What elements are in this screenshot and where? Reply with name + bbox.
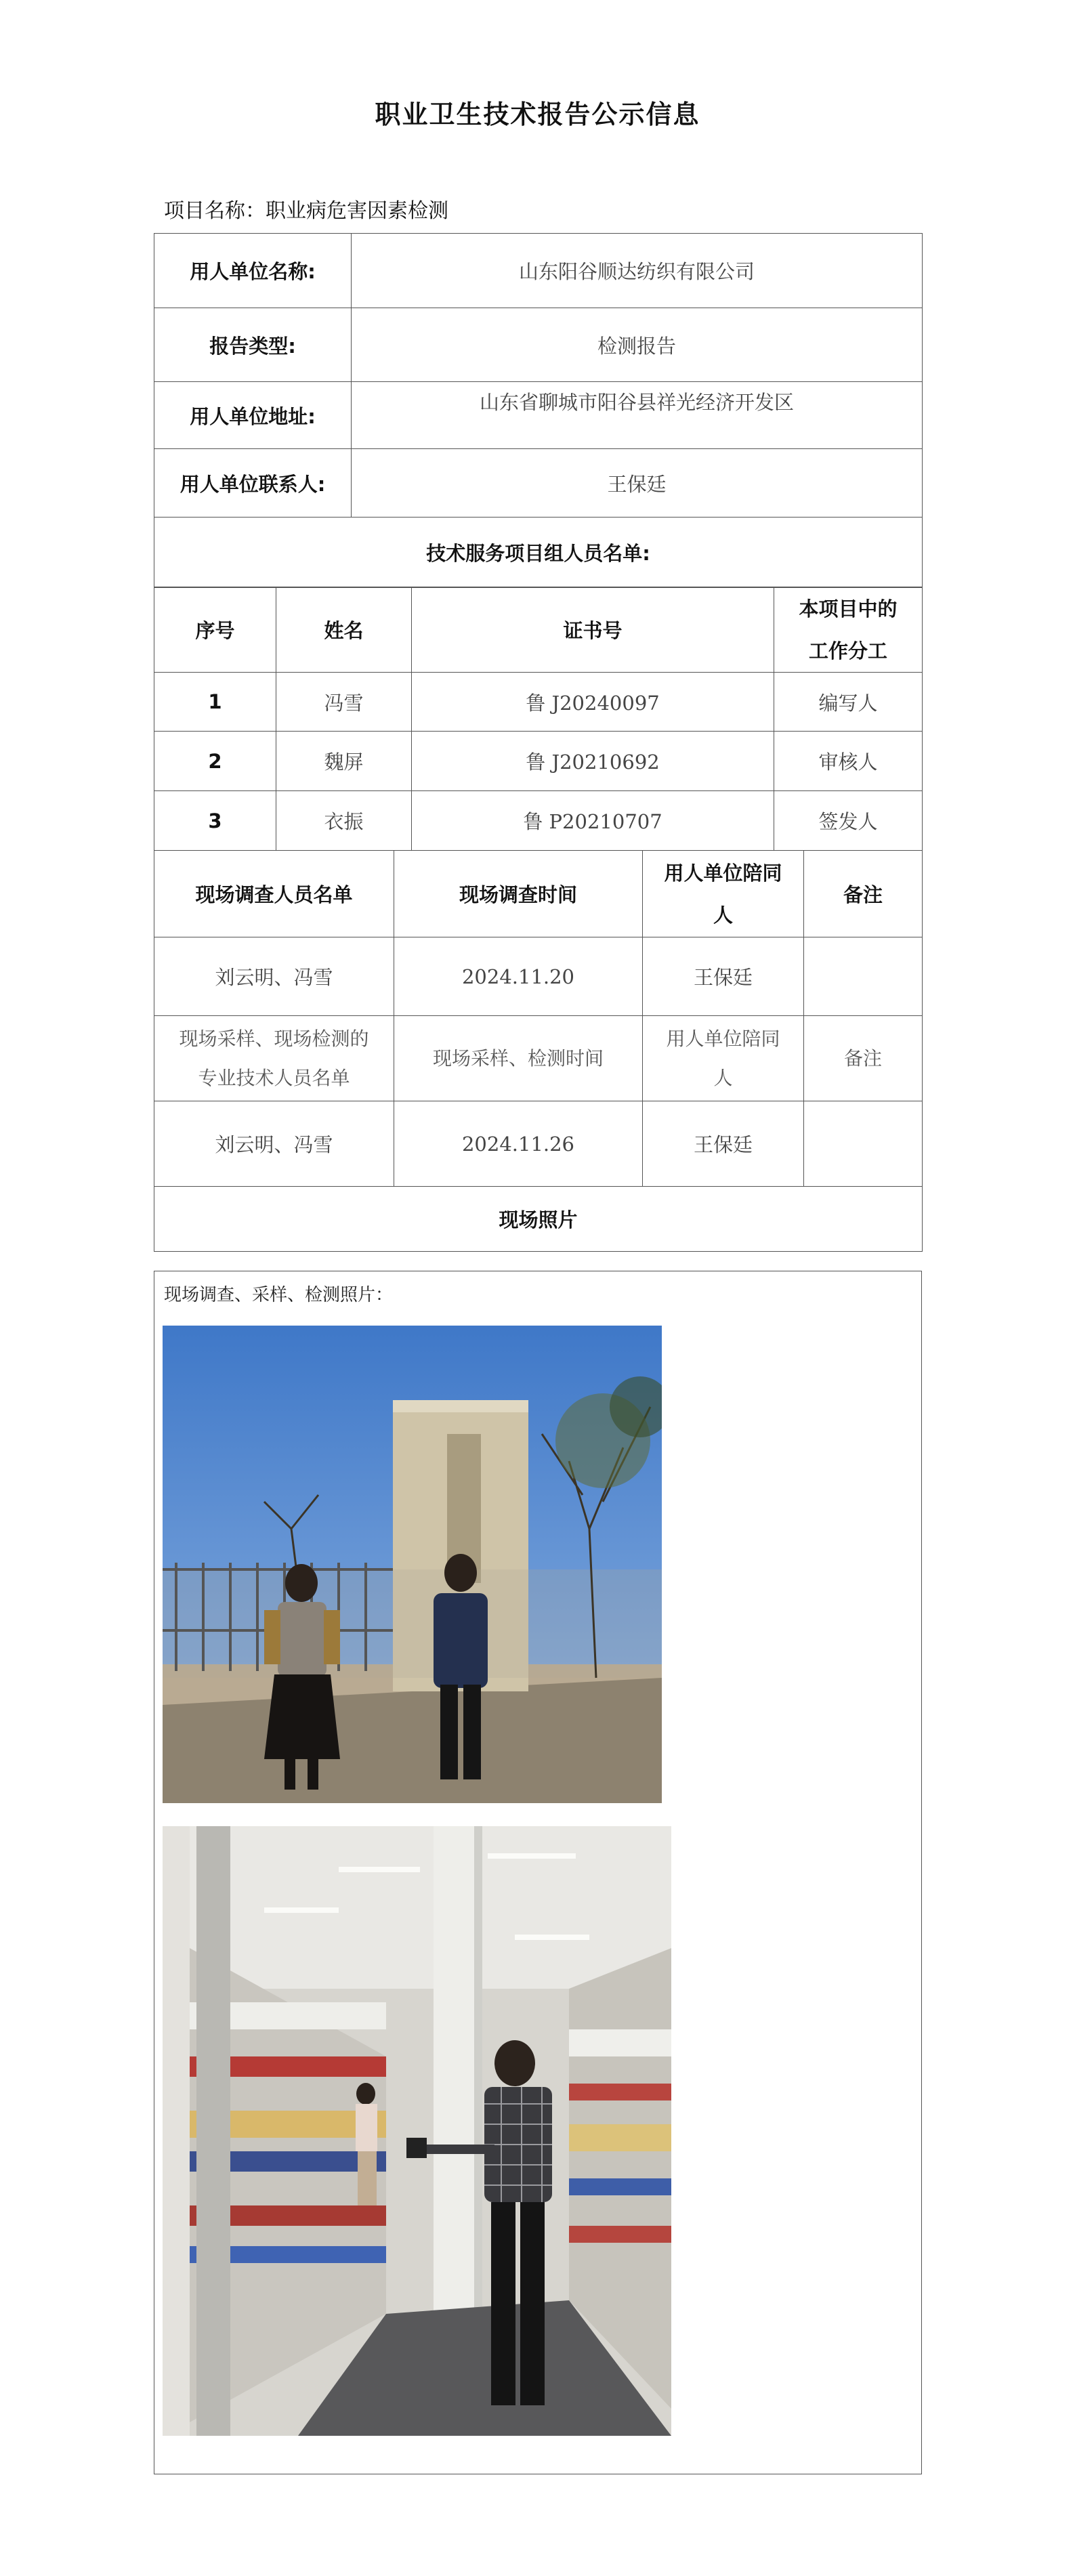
sampling-time: 2024.11.26 bbox=[394, 1101, 643, 1187]
team-heading: 技术服务项目组人员名单: bbox=[154, 518, 923, 588]
sampling-note-header: 备注 bbox=[804, 1016, 923, 1101]
member-name: 魏屏 bbox=[276, 732, 412, 791]
survey-companion-line2: 人 bbox=[713, 903, 733, 927]
address-label: 用人单位地址: bbox=[154, 382, 352, 449]
contact-label: 用人单位联系人: bbox=[154, 449, 352, 518]
address-value: 山东省聊城市阳谷县祥光经济开发区 bbox=[352, 382, 923, 449]
report-type-label: 报告类型: bbox=[154, 308, 352, 382]
project-name: 项目名称：职业病危害因素检测 bbox=[164, 199, 448, 223]
contact-value: 王保廷 bbox=[352, 449, 923, 518]
member-cert: 鲁 J20240097 bbox=[412, 673, 774, 732]
col-role-header bbox=[774, 587, 923, 673]
col-role-header-line1: 本项目中的 bbox=[799, 597, 898, 620]
member-role: 审核人 bbox=[774, 732, 923, 791]
table-row bbox=[154, 673, 923, 732]
photos-heading: 现场照片 bbox=[154, 1187, 923, 1252]
member-cert: 鲁 J20210692 bbox=[412, 732, 774, 791]
member-name: 冯雪 bbox=[276, 673, 412, 732]
survey-note-header: 备注 bbox=[804, 851, 923, 937]
page-title: 职业卫生技术报告公示信息 bbox=[375, 100, 700, 129]
site-survey-photo bbox=[163, 1326, 662, 1803]
sampling-time-header: 现场采样、检测时间 bbox=[394, 1016, 643, 1101]
sampling-staff: 刘云明、冯雪 bbox=[154, 1101, 394, 1187]
table-row bbox=[154, 732, 923, 791]
photo-section bbox=[154, 1271, 922, 2474]
member-name: 衣振 bbox=[276, 791, 412, 851]
sampling-companion-header bbox=[643, 1016, 804, 1101]
sampling-note bbox=[804, 1101, 923, 1187]
sampling-staff-line1: 现场采样、现场检测的 bbox=[179, 1027, 369, 1050]
table-row bbox=[154, 1101, 923, 1187]
member-role: 编写人 bbox=[774, 673, 923, 732]
col-no-header: 序号 bbox=[154, 587, 276, 673]
survey-staff-header: 现场调查人员名单 bbox=[154, 851, 394, 937]
member-no: 2 bbox=[154, 732, 276, 791]
sampling-staff-line2: 专业技术人员名单 bbox=[198, 1066, 350, 1089]
survey-companion-header bbox=[643, 851, 804, 937]
report-type-value: 检测报告 bbox=[352, 308, 923, 382]
survey-staff: 刘云明、冯雪 bbox=[154, 937, 394, 1016]
col-cert-header: 证书号 bbox=[412, 587, 774, 673]
team-table bbox=[154, 587, 923, 851]
sampling-companion-line2: 人 bbox=[713, 1066, 733, 1089]
table-row bbox=[154, 937, 923, 1016]
survey-note bbox=[804, 937, 923, 1016]
member-role: 签发人 bbox=[774, 791, 923, 851]
info-table bbox=[154, 233, 923, 588]
survey-time: 2024.11.20 bbox=[394, 937, 643, 1016]
table-row bbox=[154, 791, 923, 851]
employer-value: 山东阳谷顺达纺织有限公司 bbox=[352, 234, 923, 308]
employer-label: 用人单位名称: bbox=[154, 234, 352, 308]
sampling-staff-header bbox=[154, 1016, 394, 1101]
member-no: 1 bbox=[154, 673, 276, 732]
survey-companion-line1: 用人单位陪同 bbox=[664, 861, 782, 885]
member-cert: 鲁 P20210707 bbox=[412, 791, 774, 851]
survey-companion: 王保廷 bbox=[643, 937, 804, 1016]
member-no: 3 bbox=[154, 791, 276, 851]
on-site-sampling-photo bbox=[163, 1826, 671, 2436]
sampling-companion-line1: 用人单位陪同 bbox=[666, 1027, 780, 1050]
photo-section-label: 现场调查、采样、检测照片： bbox=[164, 1285, 394, 1305]
survey-table bbox=[154, 850, 923, 1252]
col-name-header: 姓名 bbox=[276, 587, 412, 673]
survey-time-header: 现场调查时间 bbox=[394, 851, 643, 937]
sampling-companion: 王保廷 bbox=[643, 1101, 804, 1187]
col-role-header-line2: 工作分工 bbox=[808, 639, 887, 662]
